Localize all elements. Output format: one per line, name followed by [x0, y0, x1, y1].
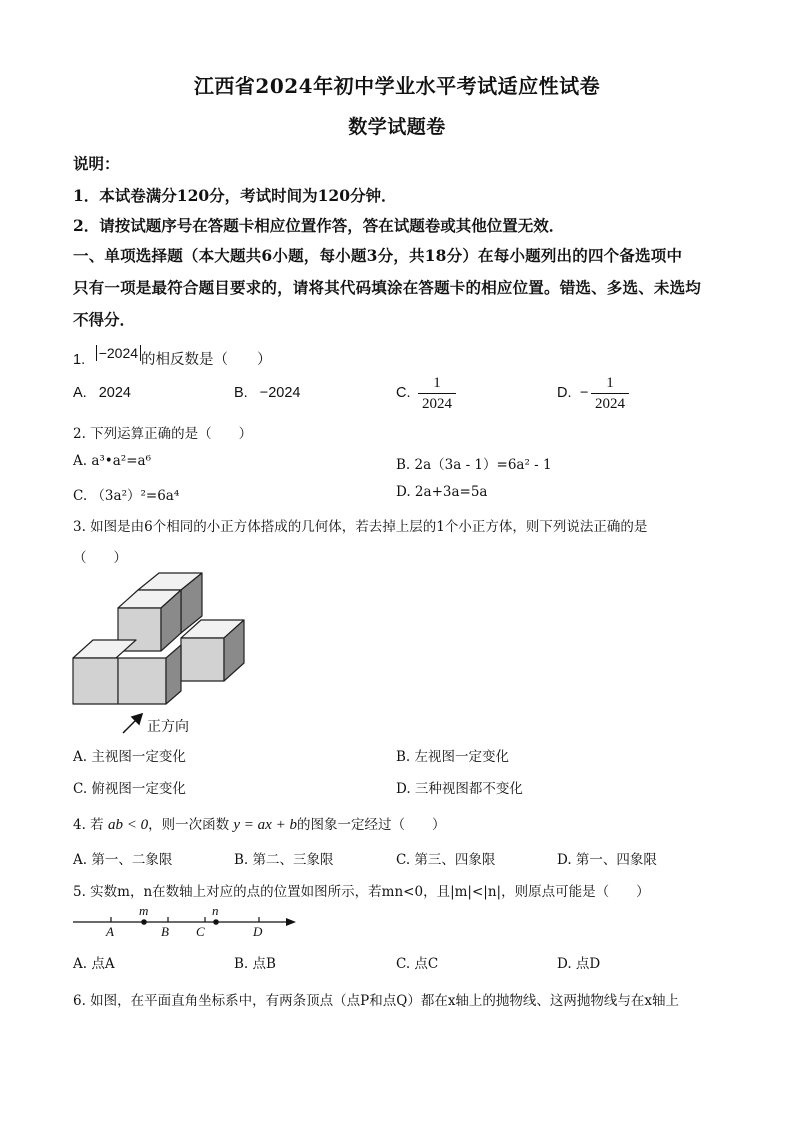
q1-number: 1. [73, 352, 86, 368]
q5-option-a: A. 点A [73, 956, 115, 972]
q1-option-a-label: A. [73, 385, 87, 401]
exam-subtitle: 数学试题卷 [348, 116, 446, 138]
instructions-heading: 说明： [73, 154, 120, 173]
axis-point-d: D [253, 924, 263, 939]
q5-option-b: B. 点B [234, 956, 276, 972]
q3-answer-paren: （ ） [73, 550, 127, 566]
q4-option-c: C. 第三、四象限 [396, 852, 496, 868]
q1-option-c-denominator: 2024 [422, 396, 452, 412]
q5-option-c: C. 点C [396, 956, 439, 972]
figure-direction-label: 正方向 [147, 719, 189, 735]
q1-option-d-sign: − [580, 385, 589, 401]
q1-option-b-value: −2024 [259, 385, 301, 401]
q6-stem: 6. 如图，在平面直角坐标系中，有两条顶点（点P和点Q）都在x轴上的抛物线、这两抛物线与在x轴上 [73, 993, 680, 1009]
q1-option-c-label: C. [396, 385, 411, 401]
axis-point-b: B [161, 924, 169, 939]
q4-option-b: B. 第二、三象限 [234, 852, 334, 868]
q1-option-a-value: 2024 [98, 385, 131, 401]
q3-option-d: D. 三种视图都不变化 [396, 781, 523, 797]
exam-title: 江西省2024年初中学业水平考试适应性试卷 [193, 74, 601, 98]
q1-option-d-fraction [591, 373, 629, 414]
q1-option-b-label: B. [234, 385, 248, 401]
q2-option-b: B. 2a（3a - 1）=6a² - 1 [396, 457, 552, 473]
q4-function: y = ax + b [233, 817, 297, 833]
q4-stem-suffix: 的图象一定经过（ ） [296, 817, 446, 833]
q1-option-b [234, 385, 300, 401]
q4-option-d: D. 第一、四象限 [557, 852, 657, 868]
q3-option-c: C. 俯视图一定变化 [73, 781, 186, 797]
q5-stem: 5. 实数m，n在数轴上对应的点的位置如图所示，若mn<0，且|m|<|n|，则原点可能是（ ） [73, 884, 650, 900]
q1-option-c-fraction [418, 373, 456, 414]
q1-option-d-numerator: 1 [591, 373, 629, 394]
section1-line-1: 一、单项选择题（本大题共6小题，每小题3分，共18分）在每小题列出的四个备选项中 [73, 246, 683, 265]
q4-stem-mid: ，则一次函数 [148, 817, 230, 833]
section1-line-3: 不得分． [73, 310, 136, 329]
q3-stem: 3. 如图是由6个相同的小正方体搭成的几何体，若去掉上层的1个小正方体，则下列说法正确的是 [73, 519, 648, 535]
q2-option-a: A. a³•a²=a⁶ [73, 453, 151, 469]
q4-stem-prefix: 4. 若 [73, 817, 104, 833]
q2-option-d: D. 2a+3a=5a [396, 484, 488, 500]
marker-n: n [212, 903, 219, 918]
q1-option-d-label: D. [557, 385, 572, 401]
marker-m: m [139, 903, 149, 918]
q4-option-a: A. 第一、二象限 [73, 852, 173, 868]
q4-stem [73, 813, 445, 834]
q3-option-b: B. 左视图一定变化 [396, 749, 510, 765]
q3-option-a: A. 主视图一定变化 [73, 749, 186, 765]
q1-option-a [73, 385, 131, 401]
q1-option-c-numerator: 1 [418, 373, 456, 394]
q1-option-d-denominator: 2024 [595, 396, 625, 412]
q5-option-d: D. 点D [557, 956, 601, 972]
axis-point-a: A [106, 924, 114, 939]
number-line-figure [68, 902, 308, 942]
q1-stem-rest: 的相反数是（ ） [141, 352, 272, 368]
q2-stem: 2. 下列运算正确的是（ ） [73, 426, 253, 442]
q4-condition: ab < 0 [107, 817, 149, 833]
q1-stem [73, 345, 272, 369]
q1-absolute-value: −2024 [96, 345, 141, 361]
instruction-item-1: 1．本试卷满分120分，考试时间为120分钟． [73, 186, 397, 205]
axis-point-c: C [196, 924, 205, 939]
section1-line-2: 只有一项是最符合题目要求的，请将其代码填涂在答题卡的相应位置。错选、多选、未选均 [73, 278, 702, 297]
q2-option-c: C. （3a²）²=6a⁴ [73, 488, 180, 504]
instruction-item-2: 2．请按试题序号在答题卡相应位置作答，答在试题卷或其他位置无效． [73, 216, 565, 235]
